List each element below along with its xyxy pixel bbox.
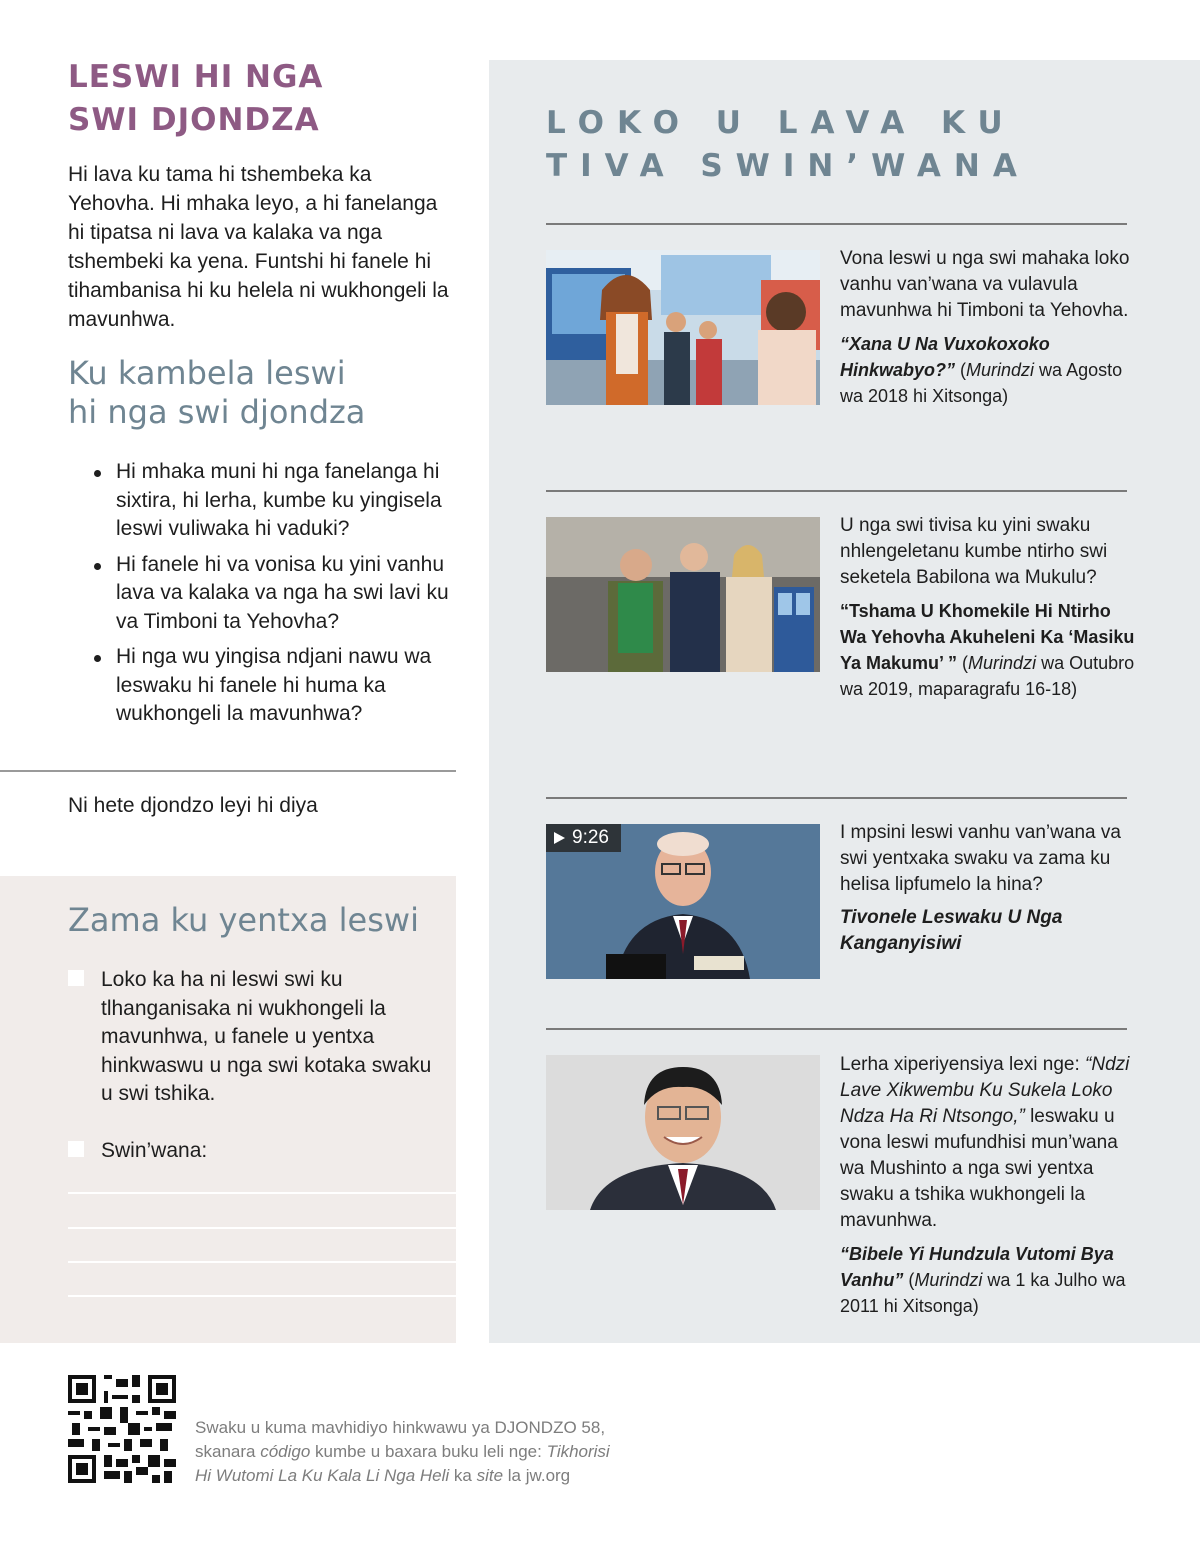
goal-checkbox-item[interactable] (68, 966, 448, 1109)
completion-date-label[interactable]: Ni hete djondzo leyi hi diya (68, 794, 318, 817)
video-thumbnail[interactable] (546, 824, 820, 979)
goal-text: Loko ka ha ni leswi swi ku tlhanganisaka ni wukhongeli la mavunhwa, u fanele u yentxa hinkwaswu u nga swi kotaka swaku u swi tshika. (101, 968, 432, 1105)
article-thumbnail-portrait[interactable] (546, 1055, 820, 1210)
publication-name: Murindzi (914, 1270, 983, 1290)
news-crowd-illustration (546, 250, 820, 405)
publication-name: Murindzi (968, 653, 1037, 673)
divider (546, 223, 1127, 225)
review-question (92, 643, 462, 729)
question-text: Hi mhaka muni hi nga fanelanga hi sixtira, hi lerha, kumbe ku yingisela leswi vuliwaka hi vaduki? (116, 460, 442, 540)
goal-text: Swin’wana: (101, 1139, 208, 1162)
man-portrait-photo (546, 1055, 820, 1210)
video-reference[interactable] (840, 905, 1140, 957)
question-text: Hi fanele hi va vonisa ku yini vanhu lava va kalaka va nga ha swi lavi ku va Timboni ta Yehovha? (116, 552, 449, 633)
lesson-title (68, 56, 448, 142)
goal-checkbox-other[interactable] (68, 1137, 448, 1166)
publication-issue: wa Outubro wa 2019, maparagrafu 16-18) (840, 653, 1135, 699)
lesson-summary: Hi lava ku tama hi tshembeka ka Yehovha. Hi mhaka leyo, a hi fanelanga hi tipatsa ni lava va kalaka va nga tshembeki ka yena. Funtshi hi fanele hi tihambanisa hi ku helela ni wukhongeli la mavunhwa. (68, 163, 449, 331)
publication-issue: wa 1 ka Julho wa 2011 hi Xitsonga) (840, 1270, 1126, 1316)
question-text: Hi nga wu yingisa ndjani nawu wa leswaku hi fanele hi huma ka wukhongeli la mavunhwa? (116, 645, 432, 725)
bullet-icon (94, 655, 101, 662)
article-title[interactable]: “Bibele Yi Hundzula Vutomi Bya Vanhu” (840, 1244, 1114, 1290)
goal-panel (0, 876, 456, 1343)
review-heading-line-2: hi nga swi djondza (68, 393, 366, 431)
item-description: I mpsini leswi vanhu van’wana va swi yentxaka swaku va zama ku helisa lipfumelo la hina? (840, 822, 1121, 895)
article-thumbnail-witnessing[interactable] (546, 517, 820, 672)
further-reading-heading (546, 102, 1166, 188)
bullet-icon (94, 563, 101, 570)
video-title[interactable]: Tivonele Leswaku U Nga Kanganyisiwi (840, 907, 1063, 954)
website-link[interactable]: la jw.org (503, 1466, 571, 1485)
publication-name: Murindzi (966, 360, 1035, 380)
further-reading-heading-line-1: LOKO U LAVA KU (546, 105, 1016, 141)
divider (546, 1028, 1127, 1030)
review-heading-line-1: Ku kambela leswi (68, 354, 346, 392)
item-description (840, 1052, 1140, 1234)
item-text: Lerha xiperiyensiya lexi nge: (840, 1054, 1086, 1075)
footer-text: site (476, 1466, 504, 1485)
footer-text: código (260, 1442, 311, 1461)
footer-text: ka (449, 1466, 477, 1485)
public-witnessing-photo (546, 517, 820, 672)
goal-heading: Zama ku yentxa leswi (68, 901, 419, 939)
divider (546, 797, 1127, 799)
writing-line[interactable] (68, 1227, 456, 1229)
article-reference[interactable] (840, 1241, 1140, 1319)
article-title[interactable]: “Tshama U Khomekile Hi Ntirho Wa Yehovha Akuheleni Ka ‘Masiku Ya Makumu’ ” (840, 601, 1135, 673)
further-reading-item (840, 1052, 1140, 1319)
article-thumbnail-news[interactable] (546, 250, 820, 405)
item-description: Vona leswi u nga swi mahaka loko vanhu van’wana va vulavula mavunhwa hi Timboni ta Yehovha. (840, 248, 1130, 321)
article-title[interactable]: “Xana U Na Vuxokoxoko Hinkwabyo?” (840, 334, 1050, 380)
article-reference[interactable] (840, 331, 1140, 409)
writing-line[interactable] (68, 1295, 456, 1297)
bullet-icon (94, 470, 101, 477)
item-description: U nga swi tivisa ku yini swaku nhlengeletanu kumbe ntirho swi seketela Babilona wa Mukulu? (840, 515, 1108, 588)
footer-text: kumbe u baxara buku leli nge: (310, 1442, 547, 1461)
further-reading-item (840, 246, 1140, 409)
further-reading-heading-line-2: TIVA SWIN’WANA (546, 148, 1030, 184)
divider (0, 770, 456, 772)
checkbox-icon[interactable] (68, 970, 84, 986)
further-reading-item (840, 820, 1140, 957)
writing-line[interactable] (68, 1192, 456, 1194)
ref-punct: ( (957, 653, 969, 673)
experience-title[interactable]: “Ndzi Lave Xikwembu Ku Sukela Loko Ndza Ha Ri Ntsongo,” (840, 1054, 1130, 1127)
footer-line: Swaku u kuma mavhidiyo hinkwawu ya DJONDZO 58, (195, 1418, 606, 1437)
review-heading (68, 354, 365, 432)
review-questions (92, 458, 462, 736)
ref-punct: ( (955, 360, 967, 380)
book-title[interactable]: Tikhorisi (546, 1442, 610, 1461)
review-question (92, 458, 462, 544)
divider (546, 490, 1127, 492)
further-reading-item (840, 513, 1140, 702)
footer-line (195, 1464, 715, 1488)
writing-line[interactable] (68, 1261, 456, 1263)
checkbox-icon[interactable] (68, 1141, 84, 1157)
publication-issue: wa Agosto wa 2018 hi Xitsonga) (840, 360, 1123, 406)
lesson-title-line-2: SWI DJONDZA (68, 102, 320, 138)
lesson-title-line-1: LESWI HI NGA (68, 59, 324, 95)
qr-code-icon[interactable] (68, 1375, 176, 1483)
play-icon[interactable] (554, 832, 565, 844)
book-title[interactable]: Hi Wutomi La Ku Kala Li Nga Heli (195, 1466, 450, 1485)
footer-line (195, 1440, 715, 1464)
item-text: leswaku u vona leswi mufundhisi mun’wana wa Mushinto a nga swi yentxa swaku a tshika wukhongeli la mavunhwa. (840, 1106, 1118, 1231)
video-duration: 9:26 (572, 827, 609, 848)
article-reference[interactable] (840, 598, 1140, 702)
video-duration-badge[interactable] (546, 824, 621, 852)
review-question (92, 551, 462, 637)
footer-text: skanara (195, 1442, 261, 1461)
footer-note (195, 1416, 715, 1488)
ref-punct: ( (903, 1270, 915, 1290)
